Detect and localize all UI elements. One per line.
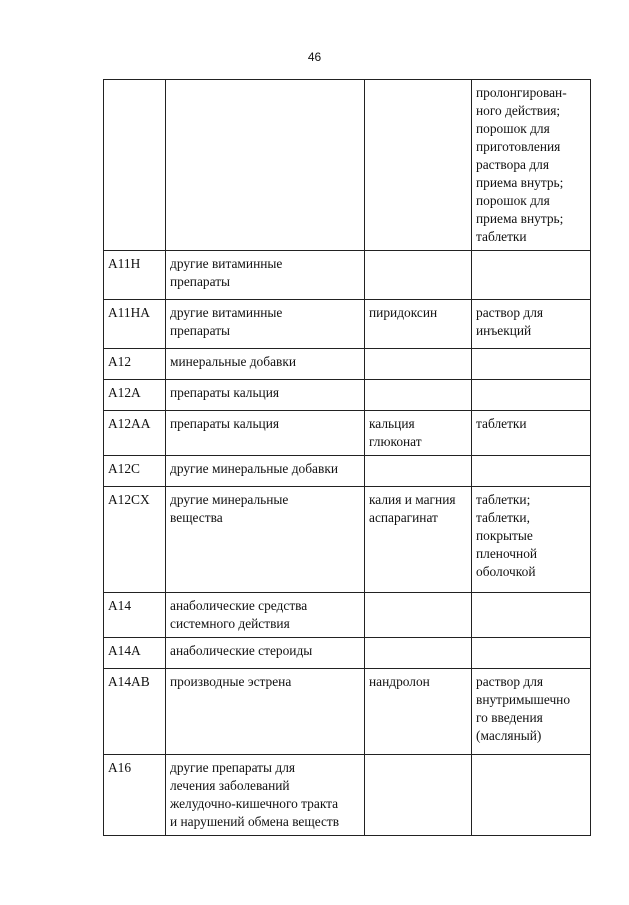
drug-substance-cell bbox=[365, 456, 472, 487]
anatomical-therapeutic-group-cell bbox=[166, 755, 365, 836]
table-row bbox=[104, 593, 591, 638]
cell-text-line: производные эстрена bbox=[170, 674, 292, 689]
dosage-forms-cell bbox=[472, 487, 591, 593]
drug-substance-cell bbox=[365, 755, 472, 836]
cell-text-line: желудочно-кишечного тракта bbox=[170, 796, 339, 811]
cell-text-line: препараты bbox=[170, 323, 231, 338]
dosage-forms-cell bbox=[472, 251, 591, 300]
atc-code-cell: A12AA bbox=[104, 411, 166, 456]
drug-substance-cell bbox=[365, 251, 472, 300]
cell-text-line: оболочкой bbox=[476, 564, 536, 579]
drug-substance-cell bbox=[365, 300, 472, 349]
dosage-forms-cell bbox=[472, 456, 591, 487]
dosage-forms-cell bbox=[472, 638, 591, 669]
table-row bbox=[104, 349, 591, 380]
cell-text-line: пленочной bbox=[476, 546, 538, 561]
cell-text-line: раствор для bbox=[476, 674, 544, 689]
cell-text-line: минеральные добавки bbox=[170, 354, 297, 369]
drug-substance-cell bbox=[365, 487, 472, 593]
cell-text-line: таблетки bbox=[476, 416, 527, 431]
cell-text-line: лечения заболеваний bbox=[170, 778, 290, 793]
table-row bbox=[104, 487, 591, 593]
cell-text-line: анаболические стероиды bbox=[170, 643, 313, 658]
anatomical-therapeutic-group-cell bbox=[166, 80, 365, 251]
cell-text-line: другие препараты для bbox=[170, 760, 296, 775]
cell-text-line: (масляный) bbox=[476, 728, 542, 743]
drug-substance-cell bbox=[365, 669, 472, 755]
table-row bbox=[104, 669, 591, 755]
dosage-forms-cell bbox=[472, 755, 591, 836]
cell-text-line: препараты кальция bbox=[170, 385, 280, 400]
drug-substance-cell bbox=[365, 349, 472, 380]
anatomical-therapeutic-group-cell bbox=[166, 638, 365, 669]
drug-substance-cell bbox=[365, 411, 472, 456]
atc-code-cell: A12 bbox=[104, 349, 166, 380]
drug-substance-cell bbox=[365, 380, 472, 411]
page-number: 46 bbox=[307, 50, 322, 64]
anatomical-therapeutic-group-cell bbox=[166, 251, 365, 300]
table-row bbox=[104, 300, 591, 349]
dosage-forms-cell bbox=[472, 349, 591, 380]
atc-code-cell: A16 bbox=[104, 755, 166, 836]
anatomical-therapeutic-group-cell bbox=[166, 593, 365, 638]
table-row bbox=[104, 80, 591, 251]
cell-text-line: приема внутрь; bbox=[476, 211, 564, 226]
cell-text-line: таблетки, bbox=[476, 510, 530, 525]
cell-text-line: порошок для bbox=[476, 121, 550, 136]
cell-text-line: таблетки; bbox=[476, 492, 531, 507]
cell-text-line: другие минеральные добавки bbox=[170, 461, 338, 476]
table-row bbox=[104, 380, 591, 411]
dosage-forms-cell bbox=[472, 300, 591, 349]
cell-text-line: и нарушений обмена веществ bbox=[170, 814, 340, 829]
anatomical-therapeutic-group-cell bbox=[166, 487, 365, 593]
atc-code-cell: A12A bbox=[104, 380, 166, 411]
cell-text-line: порошок для bbox=[476, 193, 550, 208]
cell-text-line: внутримышечно bbox=[476, 692, 571, 707]
drug-substance-cell bbox=[365, 638, 472, 669]
cell-text-line: инъекций bbox=[476, 323, 532, 338]
table-row bbox=[104, 251, 591, 300]
anatomical-therapeutic-group-cell bbox=[166, 300, 365, 349]
table-row bbox=[104, 755, 591, 836]
cell-text-line: пиридоксин bbox=[369, 305, 438, 320]
cell-text-line: пролонгирован- bbox=[476, 85, 567, 100]
anatomical-therapeutic-group-cell bbox=[166, 456, 365, 487]
dosage-forms-cell bbox=[472, 80, 591, 251]
cell-text-line: вещества bbox=[170, 510, 223, 525]
table-row bbox=[104, 638, 591, 669]
anatomical-therapeutic-group-cell bbox=[166, 669, 365, 755]
cell-text-line: анаболические средства bbox=[170, 598, 308, 613]
atc-code-cell: A11HA bbox=[104, 300, 166, 349]
cell-text-line: системного действия bbox=[170, 616, 290, 631]
cell-text-line: приготовления bbox=[476, 139, 561, 154]
cell-text-line: препараты кальция bbox=[170, 416, 280, 431]
atc-code-cell: A12CX bbox=[104, 487, 166, 593]
cell-text-line: другие витаминные bbox=[170, 305, 283, 320]
atc-code-cell bbox=[104, 80, 166, 251]
anatomical-therapeutic-group-cell bbox=[166, 411, 365, 456]
atc-code-cell: A14AB bbox=[104, 669, 166, 755]
anatomical-therapeutic-group-cell bbox=[166, 380, 365, 411]
cell-text-line: нандролон bbox=[369, 674, 430, 689]
table-row bbox=[104, 456, 591, 487]
dosage-forms-cell bbox=[472, 380, 591, 411]
atc-code-cell: A11H bbox=[104, 251, 166, 300]
cell-text-line: калия и магния bbox=[369, 492, 456, 507]
cell-text-line: глюконат bbox=[369, 434, 422, 449]
drug-substance-cell bbox=[365, 80, 472, 251]
cell-text-line: раствор для bbox=[476, 305, 544, 320]
cell-text-line: го введения bbox=[476, 710, 543, 725]
atc-code-cell: A14A bbox=[104, 638, 166, 669]
cell-text-line: другие витаминные bbox=[170, 256, 283, 271]
table-body bbox=[104, 80, 591, 836]
cell-text-line: аспарагинат bbox=[369, 510, 438, 525]
cell-text-line: препараты bbox=[170, 274, 231, 289]
dosage-forms-cell bbox=[472, 669, 591, 755]
table-row bbox=[104, 411, 591, 456]
atc-code-cell: A14 bbox=[104, 593, 166, 638]
cell-text-line: покрытые bbox=[476, 528, 533, 543]
drug-table bbox=[103, 79, 591, 836]
dosage-forms-cell bbox=[472, 411, 591, 456]
anatomical-therapeutic-group-cell bbox=[166, 349, 365, 380]
cell-text-line: раствора для bbox=[476, 157, 550, 172]
dosage-forms-cell bbox=[472, 593, 591, 638]
cell-text-line: ного действия; bbox=[476, 103, 561, 118]
cell-text-line: таблетки bbox=[476, 229, 527, 244]
drug-substance-cell bbox=[365, 593, 472, 638]
cell-text-line: кальция bbox=[369, 416, 415, 431]
cell-text-line: другие минеральные bbox=[170, 492, 289, 507]
atc-code-cell: A12C bbox=[104, 456, 166, 487]
cell-text-line: приема внутрь; bbox=[476, 175, 564, 190]
